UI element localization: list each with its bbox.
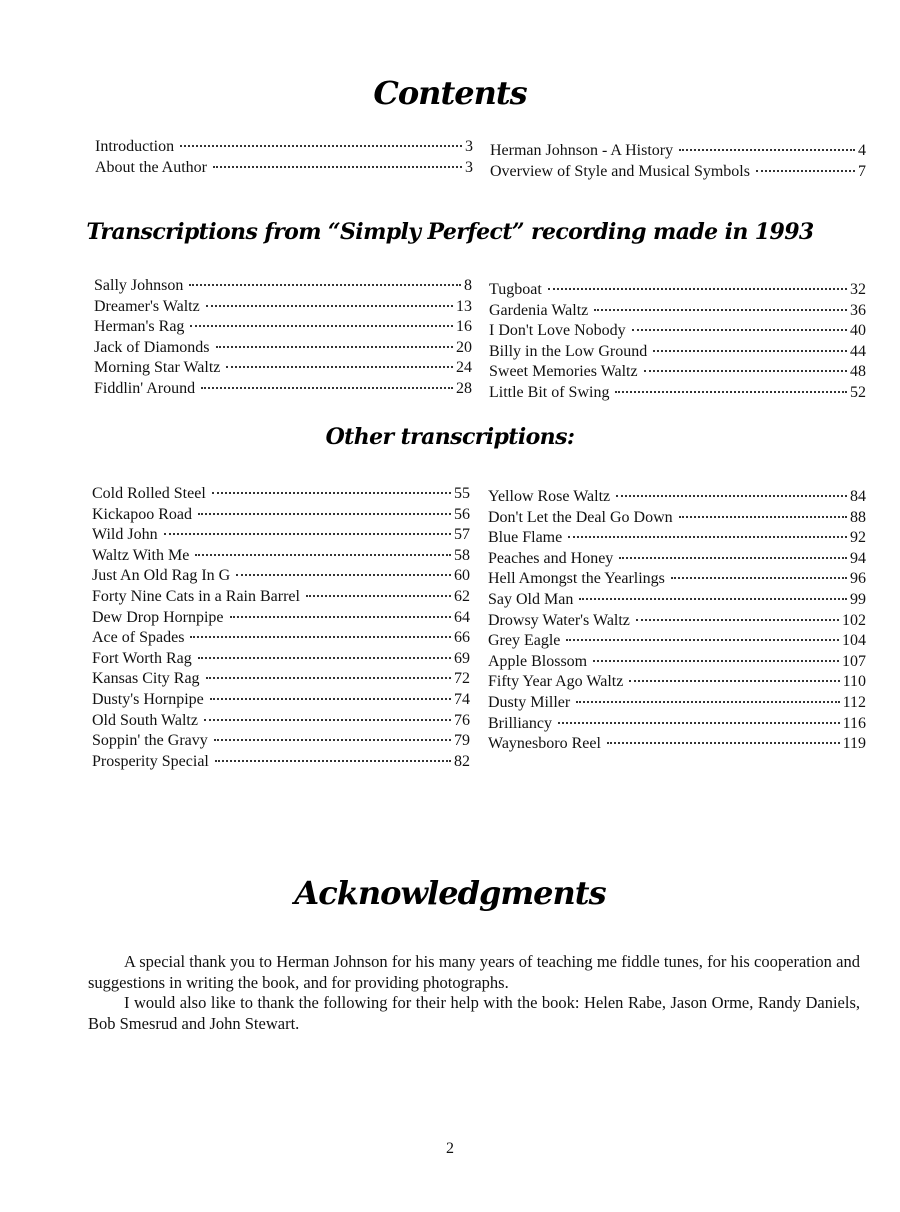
entry-page-number: 99 — [850, 590, 866, 608]
entry-title: Herman's Rag — [94, 318, 185, 336]
entry-title: Apple Blossom — [488, 652, 588, 670]
entry-page-number: 55 — [454, 485, 470, 502]
entry-page-number: 13 — [456, 297, 472, 315]
other-entry — [92, 566, 470, 587]
entry-title: Hell Amongst the Yearlings — [488, 570, 665, 588]
acknowledgments-paragraph: I would also like to thank the following for their help with the book: Helen Rabe, Jason Orme, Randy Daniels, Bob Smesrud and John Stewart. — [88, 993, 860, 1033]
entry-page-number: 16 — [456, 318, 472, 336]
entry-page-number: 32 — [850, 281, 866, 298]
entry-page-number: 24 — [456, 359, 472, 377]
transcriptions-entry — [94, 317, 472, 338]
transcriptions-entry — [489, 342, 866, 363]
other-entry — [488, 631, 866, 652]
dot-leader — [201, 386, 453, 389]
entry-title: Fort Worth Rag — [92, 649, 192, 667]
other-entry — [488, 714, 866, 735]
transcriptions-heading: Transcriptions from “Simply Perfect” recording made in 1993 — [86, 219, 814, 245]
transcriptions-left-column — [94, 276, 472, 400]
dot-leader — [212, 491, 451, 494]
entry-page-number: 84 — [850, 488, 866, 505]
entry-title: Sweet Memories Waltz — [489, 363, 638, 381]
dot-leader — [679, 515, 847, 518]
dot-leader — [198, 656, 451, 659]
other-entry — [92, 628, 470, 649]
transcriptions-entry — [489, 362, 866, 383]
dot-leader — [579, 597, 847, 600]
entry-title: I Don't Love Nobody — [489, 322, 626, 340]
dot-leader — [215, 759, 451, 762]
dot-leader — [236, 573, 451, 576]
contents-entry — [490, 141, 866, 162]
entry-page-number: 79 — [454, 732, 470, 750]
entry-title: Waynesboro Reel — [488, 735, 601, 753]
entry-page-number: 8 — [464, 277, 472, 294]
dot-leader — [306, 594, 451, 597]
entry-page-number: 4 — [858, 142, 866, 159]
other-entry — [488, 652, 866, 673]
entry-title: Wild John — [92, 526, 158, 544]
entry-page-number: 119 — [842, 735, 866, 753]
other-entry — [488, 508, 866, 529]
entry-page-number: 28 — [456, 379, 472, 397]
entry-title: Yellow Rose Waltz — [488, 488, 611, 505]
entry-title: Morning Star Waltz — [94, 359, 221, 377]
contents-right-column — [490, 141, 866, 182]
entry-title: Gardenia Waltz — [489, 301, 589, 319]
transcriptions-entry — [94, 276, 472, 297]
entry-title: Dusty's Hornpipe — [92, 690, 204, 708]
entry-page-number: 7 — [858, 162, 866, 180]
entry-page-number: 82 — [454, 752, 470, 770]
entry-page-number: 92 — [850, 529, 866, 547]
other-entry — [92, 587, 470, 608]
contents-heading: Contents — [373, 74, 527, 112]
other-entry — [488, 734, 866, 755]
entry-title: Kickapoo Road — [92, 505, 192, 523]
page-number: 2 — [446, 1140, 454, 1157]
other-left-column — [92, 484, 470, 772]
dot-leader — [213, 165, 462, 168]
dot-leader — [206, 676, 451, 679]
entry-title: Waltz With Me — [92, 546, 190, 564]
dot-leader — [195, 553, 451, 556]
entry-title: Introduction — [95, 138, 175, 155]
entry-page-number: 58 — [454, 546, 470, 564]
entry-title: Ace of Spades — [92, 629, 185, 647]
entry-page-number: 48 — [850, 363, 866, 381]
entry-title: Don't Let the Deal Go Down — [488, 508, 673, 526]
entry-title: Billy in the Low Ground — [489, 342, 648, 360]
entry-title: Just An Old Rag In G — [92, 567, 231, 585]
entry-page-number: 116 — [842, 714, 866, 732]
entry-page-number: 57 — [454, 526, 470, 544]
entry-title: Dew Drop Hornpipe — [92, 608, 224, 626]
other-entry — [92, 505, 470, 526]
entry-title: Fiddlin' Around — [94, 379, 196, 397]
entry-title: Drowsy Water's Waltz — [488, 611, 630, 629]
entry-page-number: 62 — [454, 587, 470, 605]
other-entry — [92, 752, 470, 773]
other-entry — [488, 487, 866, 508]
other-entry — [92, 484, 470, 505]
entry-page-number: 102 — [842, 611, 866, 629]
entry-page-number: 112 — [842, 693, 866, 711]
dot-leader — [756, 169, 855, 172]
dot-leader — [576, 700, 839, 703]
dot-leader — [653, 349, 847, 352]
other-entry — [488, 611, 866, 632]
entry-page-number: 69 — [454, 649, 470, 667]
dot-leader — [558, 721, 840, 724]
dot-leader — [198, 512, 451, 515]
other-entry — [92, 669, 470, 690]
entry-page-number: 20 — [456, 338, 472, 356]
entry-page-number: 66 — [454, 629, 470, 647]
entry-page-number: 64 — [454, 608, 470, 626]
entry-title: About the Author — [95, 158, 207, 176]
dot-leader — [190, 635, 451, 638]
acknowledgments-heading: Acknowledgments — [294, 874, 606, 912]
entry-page-number: 60 — [454, 567, 470, 585]
entry-title: Jack of Diamonds — [94, 338, 210, 356]
contents-entry — [490, 162, 866, 183]
entry-page-number: 104 — [842, 632, 866, 650]
entry-page-number: 72 — [454, 670, 470, 688]
dot-leader — [230, 615, 451, 618]
entry-page-number: 36 — [850, 301, 866, 319]
entry-page-number: 40 — [850, 322, 866, 340]
entry-page-number: 94 — [850, 549, 866, 567]
entry-page-number: 88 — [850, 508, 866, 526]
other-entry — [92, 525, 470, 546]
other-entry — [488, 672, 866, 693]
transcriptions-entry — [94, 358, 472, 379]
dot-leader — [210, 697, 451, 700]
other-entry — [92, 690, 470, 711]
entry-page-number: 44 — [850, 342, 866, 360]
contents-entry — [95, 158, 473, 179]
entry-page-number: 96 — [850, 570, 866, 588]
acknowledgments-body — [88, 952, 860, 1034]
dot-leader — [593, 659, 839, 662]
other-entry — [92, 731, 470, 752]
other-entry — [488, 569, 866, 590]
entry-page-number: 110 — [842, 673, 866, 691]
entry-title: Say Old Man — [488, 590, 574, 608]
other-entry — [92, 649, 470, 670]
dot-leader — [189, 283, 461, 286]
entry-page-number: 3 — [465, 158, 473, 176]
dot-leader — [216, 345, 453, 348]
dot-leader — [636, 618, 839, 621]
entry-page-number: 52 — [850, 383, 866, 401]
entry-page-number: 76 — [454, 711, 470, 729]
entry-title: Old South Waltz — [92, 711, 198, 729]
transcriptions-entry — [94, 379, 472, 400]
entry-title: Soppin' the Gravy — [92, 732, 208, 750]
entry-page-number: 56 — [454, 505, 470, 523]
dot-leader — [566, 638, 839, 641]
entry-title: Kansas City Rag — [92, 670, 200, 688]
dot-leader — [164, 532, 451, 535]
other-entry — [488, 693, 866, 714]
dot-leader — [644, 369, 847, 372]
other-entry — [92, 608, 470, 629]
entry-title: Sally Johnson — [94, 277, 184, 294]
contents-left-column — [95, 137, 473, 178]
acknowledgments-paragraph: A special thank you to Herman Johnson for his many years of teaching me fiddle tunes, for his cooperation and suggestions in writing the book, and for providing photographs. — [88, 952, 860, 992]
other-entry — [488, 528, 866, 549]
other-entry — [92, 711, 470, 732]
dot-leader — [594, 308, 847, 311]
dot-leader — [206, 304, 453, 307]
entry-title: Brilliancy — [488, 714, 552, 732]
dot-leader — [180, 144, 462, 147]
entry-title: Prosperity Special — [92, 752, 209, 770]
dot-leader — [619, 556, 847, 559]
entry-page-number: 74 — [454, 690, 470, 708]
entry-title: Dreamer's Waltz — [94, 297, 200, 315]
dot-leader — [671, 576, 847, 579]
other-entry — [488, 549, 866, 570]
dot-leader — [615, 390, 847, 393]
entry-page-number: 3 — [465, 138, 473, 155]
transcriptions-right-column — [489, 280, 866, 404]
entry-title: Tugboat — [489, 281, 542, 298]
entry-page-number: 107 — [842, 652, 866, 670]
dot-leader — [190, 324, 453, 327]
dot-leader — [679, 148, 855, 151]
entry-title: Herman Johnson - A History — [490, 142, 674, 159]
transcriptions-entry — [94, 338, 472, 359]
dot-leader — [616, 494, 847, 497]
other-entry — [92, 546, 470, 567]
entry-title: Little Bit of Swing — [489, 383, 610, 401]
other-transcriptions-heading: Other transcriptions: — [325, 424, 575, 450]
transcriptions-entry — [489, 383, 866, 404]
other-entry — [488, 590, 866, 611]
dot-leader — [548, 287, 847, 290]
transcriptions-entry — [489, 301, 866, 322]
dot-leader — [214, 738, 451, 741]
entry-title: Grey Eagle — [488, 632, 561, 650]
entry-title: Blue Flame — [488, 529, 563, 547]
contents-entry — [95, 137, 473, 158]
entry-title: Overview of Style and Musical Symbols — [490, 162, 750, 180]
dot-leader — [204, 718, 451, 721]
transcriptions-entry — [489, 321, 866, 342]
transcriptions-entry — [94, 297, 472, 318]
transcriptions-entry — [489, 280, 866, 301]
other-right-column — [488, 487, 866, 755]
dot-leader — [629, 679, 839, 682]
dot-leader — [607, 741, 840, 744]
dot-leader — [568, 535, 847, 538]
entry-title: Fifty Year Ago Waltz — [488, 673, 624, 691]
dot-leader — [632, 328, 847, 331]
entry-title: Dusty Miller — [488, 693, 571, 711]
entry-title: Cold Rolled Steel — [92, 485, 206, 502]
entry-title: Forty Nine Cats in a Rain Barrel — [92, 587, 300, 605]
dot-leader — [226, 365, 453, 368]
entry-title: Peaches and Honey — [488, 549, 614, 567]
